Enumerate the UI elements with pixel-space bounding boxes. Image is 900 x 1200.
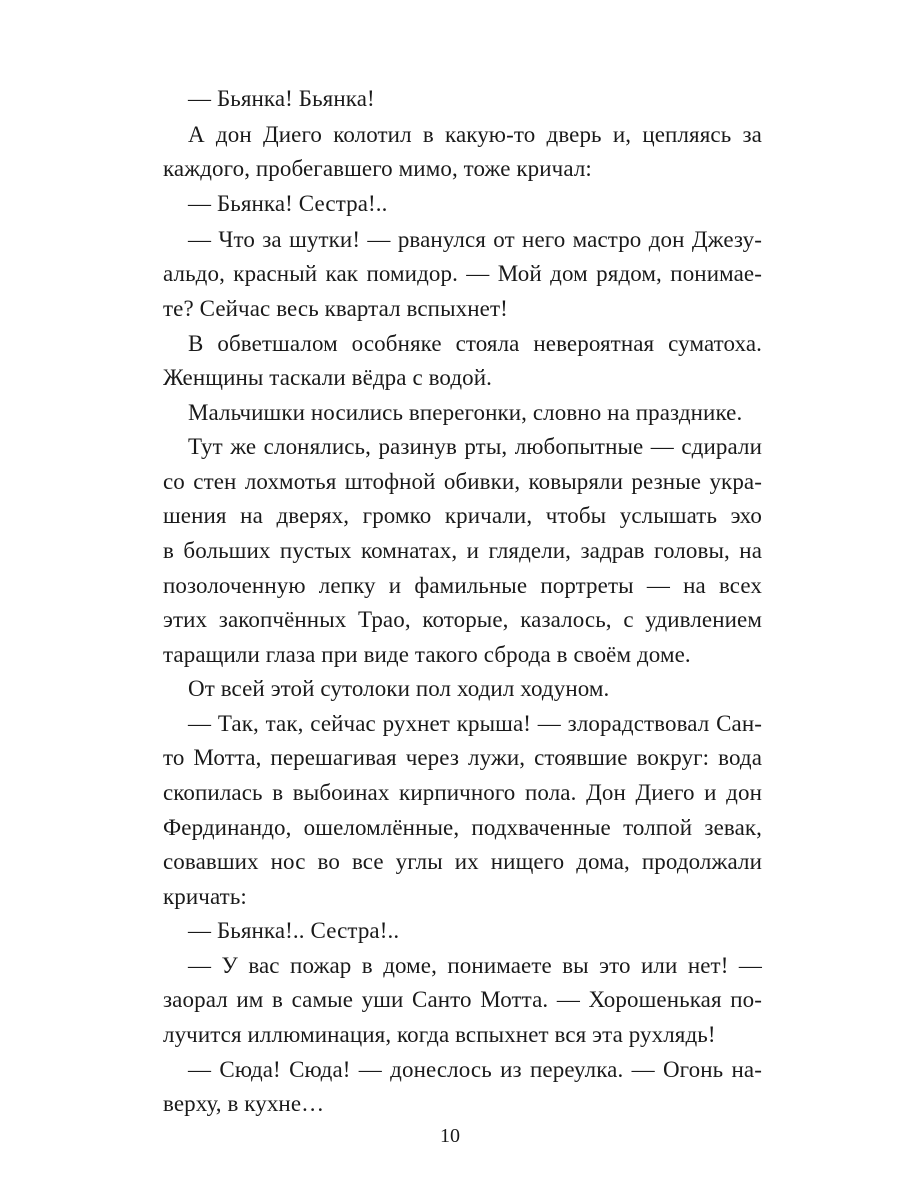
text-line: этих закопчённых Трао, которые, казалось, с удивлением: [163, 607, 762, 632]
text-line: Фердинандо, ошеломлённые, подхваченные толпой зевак,: [163, 815, 762, 840]
text-line: — Что за шутки! — рванулся от него мастро дон Джезу-: [188, 227, 762, 252]
text-line: каждого, пробегавшего мимо, тоже кричал:: [163, 156, 592, 181]
text-line: — Так, так, сейчас рухнет крыша! — злорадствовал Сан-: [188, 711, 762, 736]
text-line: — Бьянка! Сестра!..: [188, 191, 388, 216]
text-line: А дон Диего колотил в какую-то дверь и, цепляясь за: [188, 122, 762, 147]
text-line: со стен лохмотья штофной обивки, ковыряли резные укра-: [163, 469, 762, 494]
text-line: те? Сейчас весь квартал вспыхнет!: [163, 296, 508, 321]
page-number: 10: [440, 1125, 460, 1147]
text-line: то Мотта, перешагивая через лужи, стоявшие вокруг: вода: [163, 745, 762, 770]
text-line: В обветшалом особняке стояла невероятная суматоха.: [188, 331, 762, 356]
text-line: в больших пустых комнатах, и глядели, задрав головы, на: [163, 538, 762, 563]
text-line: От всей этой сутолоки пол ходил ходуном.: [188, 676, 610, 701]
text-line: Женщины таскали вёдра с водой.: [163, 365, 492, 390]
text-line: альдо, красный как помидор. — Мой дом рядом, понимае-: [163, 261, 762, 286]
text-line: — Бьянка!.. Сестра!..: [188, 918, 400, 943]
text-line: лучится иллюминация, когда вспыхнет вся эта рухлядь!: [163, 1022, 716, 1047]
text-line: — Сюда! Сюда! — донеслось из переулка. — Огонь на-: [188, 1057, 762, 1082]
text-line: заорал им в самые уши Санто Мотта. — Хорошенькая по-: [163, 987, 762, 1012]
text-line: совавших нос во все углы их нищего дома, продолжали: [163, 849, 762, 874]
text-line: Мальчишки носились вперегонки, словно на празднике.: [188, 400, 743, 425]
text-line: шения на дверях, громко кричали, чтобы услышать эхо: [163, 503, 762, 528]
text-line: скопилась в выбоинах кирпичного пола. Дон Диего и дон: [163, 780, 762, 805]
text-line: верху, в кухне…: [163, 1091, 325, 1116]
text-line: — Бьянка! Бьянка!: [188, 86, 375, 111]
text-line: Тут же слонялись, разинув рты, любопытные — сдирали: [188, 434, 762, 459]
text-line: таращили глаза при виде такого сброда в своём доме.: [163, 642, 691, 667]
text-line: кричать:: [163, 884, 247, 909]
text-line: позолоченную лепку и фамильные портреты — на всех: [163, 573, 762, 598]
text-line: — У вас пожар в доме, понимаете вы это или нет! —: [188, 953, 762, 978]
